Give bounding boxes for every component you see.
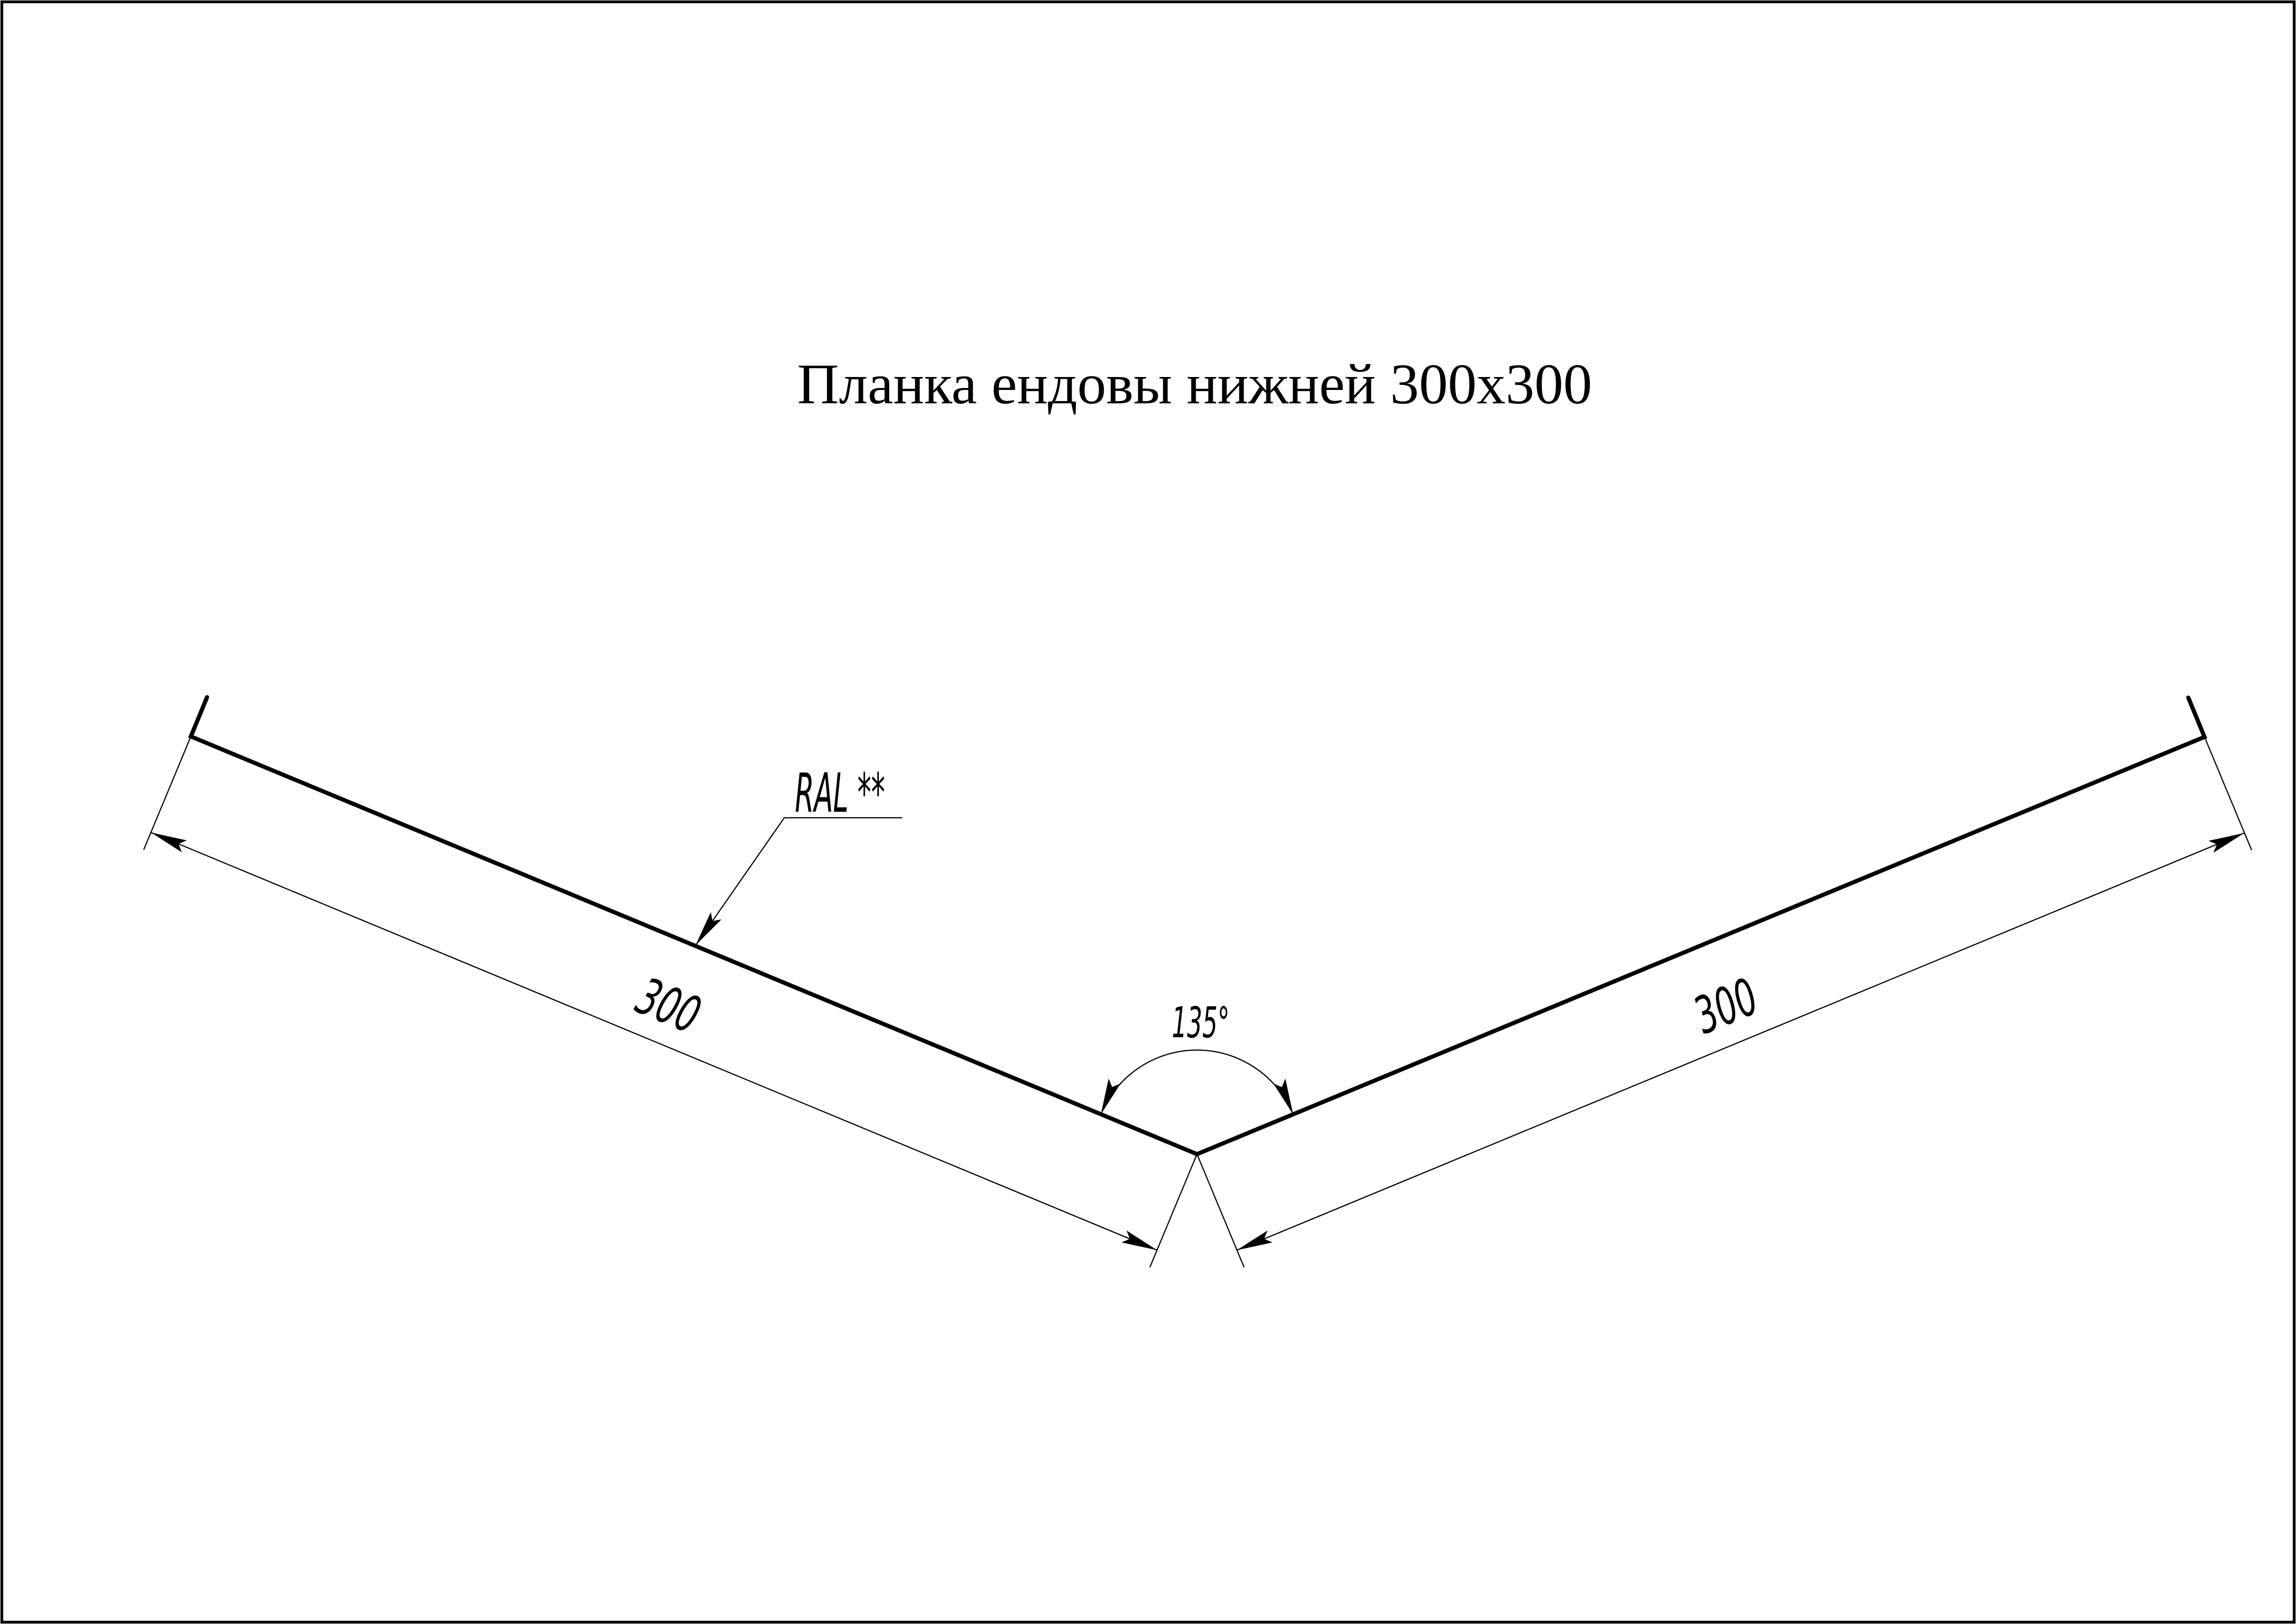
angle-label: 135°	[1172, 998, 1230, 1047]
leader-line-ral	[696, 818, 902, 945]
page-title: Планка ендовы нижней 300x300	[797, 353, 1592, 416]
ral-color-label: RAL **	[795, 761, 885, 825]
sheet-border	[2, 2, 2294, 1622]
dimension-label-left: 300	[628, 966, 741, 1058]
profile-outline	[191, 697, 2204, 1154]
extension-line-left-end	[144, 736, 191, 850]
dimension-label-right: 300	[1685, 954, 1798, 1046]
dimension-line-left	[151, 833, 1157, 1250]
dimension-line-right	[1237, 833, 2244, 1250]
extension-line-right-end	[2204, 737, 2252, 850]
angle-arc	[1101, 1050, 1293, 1114]
